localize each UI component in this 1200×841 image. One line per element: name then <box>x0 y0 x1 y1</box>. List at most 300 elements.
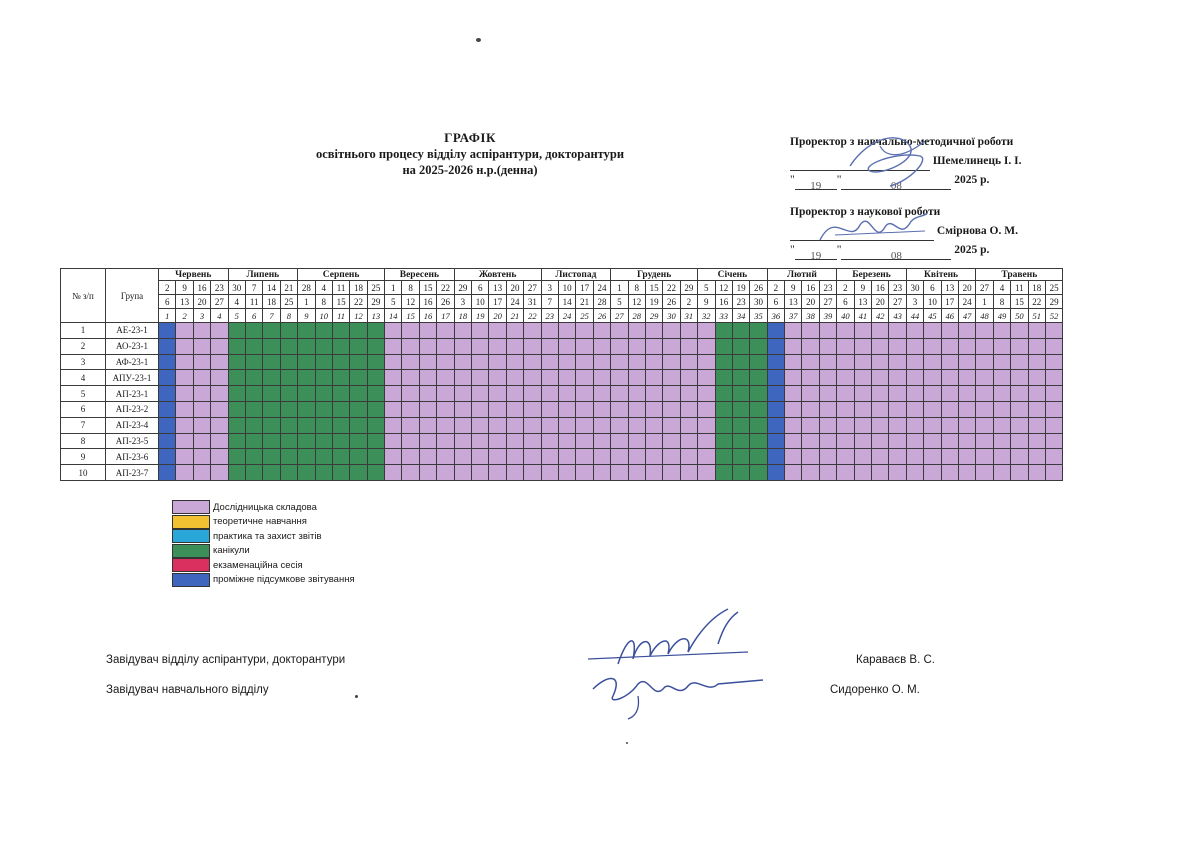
week-number: 23 <box>541 309 558 323</box>
schedule-cell <box>506 386 523 402</box>
schedule-cell <box>558 465 575 481</box>
schedule-cell <box>245 449 262 465</box>
legend-swatch <box>172 558 210 572</box>
schedule-cell <box>593 354 610 370</box>
month-header: Жовтень <box>454 269 541 281</box>
schedule-cell <box>663 433 680 449</box>
schedule-cell <box>767 323 784 339</box>
schedule-cell <box>889 433 906 449</box>
week-start-day: 25 <box>367 281 384 295</box>
schedule-cell <box>732 370 749 386</box>
schedule-cell <box>558 370 575 386</box>
schedule-cell <box>645 338 662 354</box>
approval-year-1: 2025 р. <box>954 174 990 186</box>
schedule-cell <box>958 370 975 386</box>
schedule-cell <box>437 401 454 417</box>
schedule-cell <box>489 417 506 433</box>
schedule-cell <box>263 338 280 354</box>
scan-speck <box>355 695 358 698</box>
approval-month-2: 08 <box>890 250 902 262</box>
schedule-cell <box>576 465 593 481</box>
schedule-cell <box>263 386 280 402</box>
week-start-day: 20 <box>506 281 523 295</box>
footer-name-2: Сидоренко О. М. <box>830 684 920 696</box>
week-end-day: 13 <box>176 295 193 309</box>
schedule-cell <box>680 338 697 354</box>
week-start-day: 29 <box>680 281 697 295</box>
week-start-day: 23 <box>819 281 836 295</box>
week-number: 3 <box>193 309 210 323</box>
schedule-cell <box>663 465 680 481</box>
schedule-cell <box>698 323 715 339</box>
row-number: 10 <box>61 465 106 481</box>
week-end-day: 17 <box>489 295 506 309</box>
schedule-cell <box>245 354 262 370</box>
schedule-cell <box>402 449 419 465</box>
schedule-cell <box>924 401 941 417</box>
schedule-cell <box>558 323 575 339</box>
schedule-cell <box>628 338 645 354</box>
schedule-cell <box>750 433 767 449</box>
schedule-cell <box>159 433 176 449</box>
schedule-cell <box>298 386 315 402</box>
schedule-cell <box>628 449 645 465</box>
schedule-cell <box>837 354 854 370</box>
schedule-cell <box>332 370 349 386</box>
group-code: АФ-23-1 <box>106 354 159 370</box>
row-number: 7 <box>61 417 106 433</box>
schedule-cell <box>524 449 541 465</box>
schedule-cell <box>367 338 384 354</box>
schedule-cell <box>193 386 210 402</box>
schedule-cell <box>454 354 471 370</box>
legend-swatch <box>172 529 210 543</box>
schedule-cell <box>663 449 680 465</box>
schedule-cell <box>924 338 941 354</box>
schedule-cell <box>802 354 819 370</box>
schedule-cell <box>437 354 454 370</box>
schedule-cell <box>332 401 349 417</box>
schedule-cell <box>941 354 958 370</box>
schedule-cell <box>1045 449 1062 465</box>
schedule-cell <box>472 417 489 433</box>
schedule-cell <box>419 338 436 354</box>
schedule-cell <box>872 401 889 417</box>
week-number: 13 <box>367 309 384 323</box>
schedule-cell <box>785 465 802 481</box>
schedule-cell <box>176 401 193 417</box>
week-start-day: 16 <box>872 281 889 295</box>
schedule-cell <box>489 338 506 354</box>
group-code: АП-23-1 <box>106 386 159 402</box>
schedule-cell <box>489 323 506 339</box>
schedule-cell <box>645 386 662 402</box>
header-group: Група <box>106 269 159 323</box>
week-start-day: 13 <box>941 281 958 295</box>
schedule-cell <box>837 401 854 417</box>
week-number: 24 <box>558 309 575 323</box>
week-number: 9 <box>298 309 315 323</box>
week-start-day: 22 <box>437 281 454 295</box>
schedule-cell <box>872 465 889 481</box>
schedule-cell <box>402 417 419 433</box>
schedule-cell <box>1045 465 1062 481</box>
schedule-cell <box>993 338 1010 354</box>
schedule-cell <box>941 433 958 449</box>
schedule-cell <box>715 433 732 449</box>
approval-header-2: Проректор з наукової роботи <box>790 206 941 218</box>
schedule-cell <box>193 338 210 354</box>
week-start-day: 14 <box>263 281 280 295</box>
schedule-cell <box>663 370 680 386</box>
week-number: 4 <box>211 309 228 323</box>
schedule-cell <box>402 386 419 402</box>
schedule-cell <box>802 449 819 465</box>
schedule-cell <box>454 449 471 465</box>
schedule-cell <box>350 401 367 417</box>
schedule-cell <box>472 401 489 417</box>
schedule-cell <box>645 354 662 370</box>
schedule-cell <box>419 417 436 433</box>
schedule-cell <box>663 323 680 339</box>
schedule-cell <box>437 338 454 354</box>
legend-label: практика та захист звітів <box>213 530 322 542</box>
schedule-cell <box>263 354 280 370</box>
schedule-cell <box>732 465 749 481</box>
week-end-day: 23 <box>732 295 749 309</box>
schedule-cell <box>1045 338 1062 354</box>
schedule-cell <box>506 449 523 465</box>
schedule-cell <box>611 433 628 449</box>
week-end-day: 5 <box>611 295 628 309</box>
schedule-cell <box>993 465 1010 481</box>
week-start-day: 6 <box>472 281 489 295</box>
week-end-day: 11 <box>245 295 262 309</box>
legend-label: проміжне підсумкове звітування <box>213 574 355 586</box>
week-start-day: 4 <box>315 281 332 295</box>
schedule-cell <box>715 401 732 417</box>
schedule-cell <box>350 433 367 449</box>
week-number: 19 <box>472 309 489 323</box>
schedule-cell <box>819 386 836 402</box>
approval-block-2: Проректор з наукової роботи Смірнова О. М. " 19 " 08 2025 р. <box>790 203 1018 260</box>
schedule-cell <box>993 449 1010 465</box>
week-number: 33 <box>715 309 732 323</box>
document-title <box>260 130 680 178</box>
schedule-cell <box>350 354 367 370</box>
week-start-day: 26 <box>750 281 767 295</box>
month-header: Червень <box>159 269 229 281</box>
schedule-cell <box>906 338 923 354</box>
schedule-cell <box>472 465 489 481</box>
schedule-cell <box>906 323 923 339</box>
week-end-day: 19 <box>645 295 662 309</box>
schedule-cell <box>211 370 228 386</box>
schedule-cell <box>558 417 575 433</box>
table-row <box>61 338 1063 354</box>
schedule-cell <box>785 449 802 465</box>
schedule-cell <box>680 449 697 465</box>
schedule-cell <box>541 354 558 370</box>
schedule-cell <box>576 370 593 386</box>
week-end-day: 15 <box>1011 295 1028 309</box>
week-number: 15 <box>402 309 419 323</box>
schedule-cell <box>628 354 645 370</box>
week-number: 16 <box>419 309 436 323</box>
schedule-cell <box>280 338 297 354</box>
schedule-cell <box>715 465 732 481</box>
schedule-cell <box>732 449 749 465</box>
schedule-cell <box>315 354 332 370</box>
schedule-cell <box>263 465 280 481</box>
schedule-cell <box>802 338 819 354</box>
schedule-cell <box>558 433 575 449</box>
week-number: 37 <box>785 309 802 323</box>
schedule-cell <box>680 433 697 449</box>
schedule-cell <box>454 433 471 449</box>
schedule-cell <box>211 417 228 433</box>
week-start-day: 16 <box>193 281 210 295</box>
schedule-cell <box>211 449 228 465</box>
schedule-cell <box>993 386 1010 402</box>
week-start-day: 25 <box>1045 281 1062 295</box>
schedule-cell <box>176 465 193 481</box>
schedule-cell <box>332 465 349 481</box>
schedule-cell <box>1011 386 1028 402</box>
schedule-cell <box>819 433 836 449</box>
schedule-cell <box>159 338 176 354</box>
week-start-day: 4 <box>993 281 1010 295</box>
schedule-cell <box>576 386 593 402</box>
week-end-day: 9 <box>698 295 715 309</box>
schedule-cell <box>976 449 993 465</box>
table-row <box>61 386 1063 402</box>
schedule-cell <box>715 338 732 354</box>
schedule-cell <box>1045 354 1062 370</box>
schedule-cell <box>437 323 454 339</box>
schedule-cell <box>1045 323 1062 339</box>
header-number: № з/п <box>61 269 106 323</box>
schedule-cell <box>489 370 506 386</box>
schedule-cell <box>906 433 923 449</box>
schedule-cell <box>628 386 645 402</box>
row-number: 2 <box>61 338 106 354</box>
approval-day-1: 19 <box>810 180 822 192</box>
schedule-cell <box>506 323 523 339</box>
schedule-cell <box>228 354 245 370</box>
schedule-cell <box>698 354 715 370</box>
week-end-day: 3 <box>454 295 471 309</box>
schedule-cell <box>750 386 767 402</box>
group-code: АП-23-7 <box>106 465 159 481</box>
schedule-cell <box>576 433 593 449</box>
schedule-cell <box>611 386 628 402</box>
schedule-cell <box>941 386 958 402</box>
schedule-cell <box>976 401 993 417</box>
schedule-cell <box>402 338 419 354</box>
schedule-cell <box>785 401 802 417</box>
schedule-cell <box>785 417 802 433</box>
schedule-cell <box>854 323 871 339</box>
schedule-cell <box>280 401 297 417</box>
schedule-cell <box>802 433 819 449</box>
approver-name-1: Шемелинець І. І. <box>932 155 1022 167</box>
schedule-cell <box>993 401 1010 417</box>
week-start-day: 2 <box>837 281 854 295</box>
week-start-day: 1 <box>385 281 402 295</box>
week-number: 25 <box>576 309 593 323</box>
schedule-cell <box>906 370 923 386</box>
week-start-day: 30 <box>906 281 923 295</box>
schedule-cell <box>176 338 193 354</box>
week-start-day: 15 <box>645 281 662 295</box>
schedule-cell <box>854 433 871 449</box>
week-number: 2 <box>176 309 193 323</box>
schedule-cell <box>298 370 315 386</box>
schedule-cell <box>802 323 819 339</box>
schedule-cell <box>645 417 662 433</box>
week-number: 44 <box>906 309 923 323</box>
schedule-cell <box>385 465 402 481</box>
month-header: Вересень <box>385 269 455 281</box>
schedule-cell <box>419 386 436 402</box>
schedule-cell <box>228 323 245 339</box>
signature-line <box>790 228 934 241</box>
week-end-day: 14 <box>558 295 575 309</box>
schedule-cell <box>576 401 593 417</box>
week-end-day: 17 <box>941 295 958 309</box>
schedule-cell <box>715 386 732 402</box>
month-header: Лютий <box>767 269 837 281</box>
schedule-cell <box>924 386 941 402</box>
schedule-cell <box>715 370 732 386</box>
week-end-day: 13 <box>785 295 802 309</box>
schedule-cell <box>976 465 993 481</box>
week-number: 32 <box>698 309 715 323</box>
schedule-cell <box>489 354 506 370</box>
schedule-cell <box>993 433 1010 449</box>
schedule-cell <box>176 449 193 465</box>
legend-item <box>172 558 355 573</box>
schedule-cell <box>593 449 610 465</box>
schedule-cell <box>785 323 802 339</box>
row-number: 5 <box>61 386 106 402</box>
schedule-cell <box>698 370 715 386</box>
week-start-day: 13 <box>489 281 506 295</box>
schedule-cell <box>1028 401 1045 417</box>
schedule-cell <box>159 401 176 417</box>
week-end-day: 26 <box>663 295 680 309</box>
schedule-cell <box>541 465 558 481</box>
schedule-cell <box>350 417 367 433</box>
schedule-cell <box>541 323 558 339</box>
schedule-cell <box>350 449 367 465</box>
footer-name-1: Караваєв В. С. <box>856 654 935 666</box>
schedule-cell <box>698 338 715 354</box>
schedule-cell <box>402 323 419 339</box>
schedule-cell <box>1011 370 1028 386</box>
schedule-cell <box>315 386 332 402</box>
schedule-cell <box>541 417 558 433</box>
schedule-cell <box>645 370 662 386</box>
schedule-cell <box>889 370 906 386</box>
week-number: 46 <box>941 309 958 323</box>
week-start-day: 10 <box>558 281 575 295</box>
week-number: 31 <box>680 309 697 323</box>
schedule-cell <box>193 433 210 449</box>
schedule-cell <box>889 354 906 370</box>
schedule-cell <box>785 433 802 449</box>
schedule-cell <box>228 433 245 449</box>
week-start-day: 17 <box>576 281 593 295</box>
schedule-cell <box>941 338 958 354</box>
table-row <box>61 417 1063 433</box>
schedule-cell <box>680 417 697 433</box>
week-end-day: 8 <box>993 295 1010 309</box>
month-header: Березень <box>837 269 907 281</box>
schedule-cell <box>437 433 454 449</box>
schedule-cell <box>593 323 610 339</box>
schedule-cell <box>506 433 523 449</box>
schedule-cell <box>332 338 349 354</box>
schedule-cell <box>628 465 645 481</box>
schedule-cell <box>472 449 489 465</box>
approval-month-1: 08 <box>890 180 902 192</box>
schedule-cell <box>785 370 802 386</box>
week-end-day: 31 <box>524 295 541 309</box>
legend-swatch <box>172 544 210 558</box>
schedule-cell <box>872 323 889 339</box>
schedule-cell <box>298 401 315 417</box>
week-number: 34 <box>732 309 749 323</box>
schedule-cell <box>663 354 680 370</box>
week-start-day: 30 <box>228 281 245 295</box>
schedule-cell <box>472 433 489 449</box>
schedule-cell <box>524 465 541 481</box>
schedule-cell <box>906 417 923 433</box>
schedule-cell <box>524 370 541 386</box>
week-number: 40 <box>837 309 854 323</box>
schedule-cell <box>419 354 436 370</box>
schedule-cell <box>837 465 854 481</box>
schedule-cell <box>245 386 262 402</box>
schedule-cell <box>976 354 993 370</box>
schedule-cell <box>367 417 384 433</box>
schedule-cell <box>385 338 402 354</box>
schedule-cell <box>506 401 523 417</box>
schedule-cell <box>889 338 906 354</box>
schedule-cell <box>889 449 906 465</box>
schedule-cell <box>993 417 1010 433</box>
schedule-cell <box>645 401 662 417</box>
schedule-cell <box>245 370 262 386</box>
schedule-cell <box>280 433 297 449</box>
signature-icon-3 <box>578 604 778 724</box>
schedule-cell <box>454 401 471 417</box>
schedule-cell <box>767 386 784 402</box>
schedule-cell <box>889 401 906 417</box>
week-end-day: 28 <box>593 295 610 309</box>
schedule-cell <box>315 433 332 449</box>
schedule-cell <box>576 449 593 465</box>
schedule-cell <box>732 323 749 339</box>
schedule-cell <box>593 401 610 417</box>
schedule-cell <box>906 465 923 481</box>
schedule-cell <box>1045 370 1062 386</box>
week-start-day: 19 <box>732 281 749 295</box>
schedule-cell <box>819 449 836 465</box>
schedule-cell <box>280 354 297 370</box>
